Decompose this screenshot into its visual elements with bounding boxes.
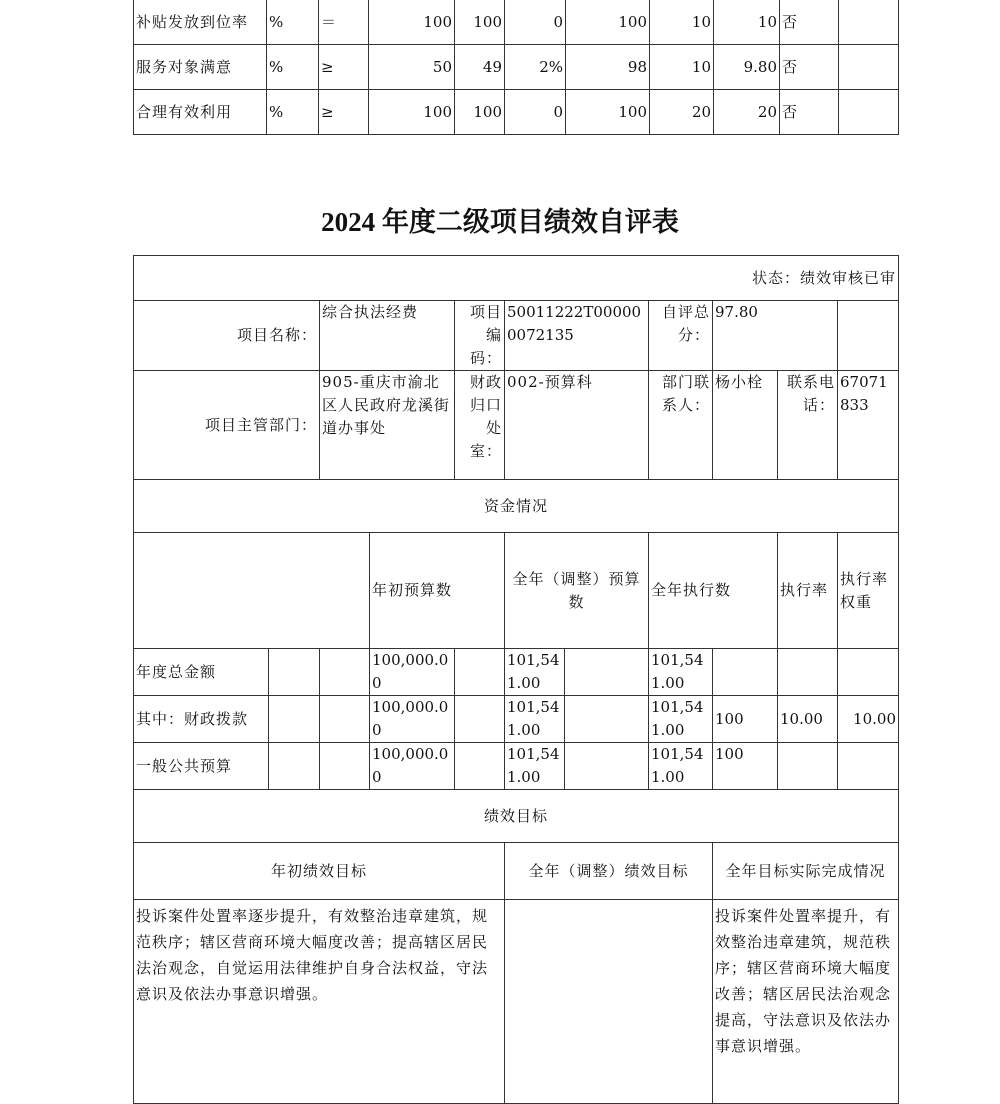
indicator-value: 10 [650,45,714,90]
fund-initial: 100,000.00 [370,696,455,743]
fund-weight [778,649,838,696]
empty-cell [320,743,370,790]
header-rate: 执行率 [778,533,838,649]
indicator-value: 20 [714,90,780,135]
empty-cell [455,649,505,696]
goals-row [134,900,899,1104]
indicator-operator: ≥ [319,90,369,135]
indicator-value: 20 [650,90,714,135]
empty-cell [565,696,649,743]
empty-cell [838,301,899,371]
fund-executed: 101,541.00 [649,696,713,743]
fund-score: 10.00 [838,696,899,743]
status-text: 状态：绩效审核已审 [134,256,899,301]
fund-weight [778,743,838,790]
indicator-name: 服务对象满意 [134,45,267,90]
indicator-value: 49 [455,45,505,90]
header-actual-completion: 全年目标实际完成情况 [713,843,899,900]
indicator-flag: 否 [780,0,839,45]
indicator-value: 9.80 [714,45,780,90]
section-row [134,790,899,843]
actual-completion-text: 投诉案件处置率提升，有效整治违章建筑，规范秩序；辖区营商环境大幅度改善；辖区居民法治观念提高，守法意识及依法办事意识增强。 [713,900,899,1104]
goals-header-row [134,843,899,900]
table-row [134,649,899,696]
fund-row-label: 一般公共预算 [134,743,269,790]
goals-section-title: 绩效目标 [134,790,899,843]
score-label: 自评总分： [649,301,713,371]
project-name-value: 综合执法经费 [320,301,455,371]
header-weight: 执行率权重 [838,533,899,649]
empty-cell [269,743,320,790]
project-code-label: 项目编码： [455,301,505,371]
fund-score [838,743,899,790]
indicator-flag: 否 [780,45,839,90]
fund-executed: 101,541.00 [649,743,713,790]
indicator-value: 0 [505,90,566,135]
indicator-value: 98 [566,45,650,90]
initial-goals-text: 投诉案件处置率逐步提升，有效整治违章建筑，规范秩序；辖区营商环境大幅度改善；提高辖区居民法治观念，自觉运用法律维护自身合法权益，守法意识及依法办事意识增强。 [134,900,505,1104]
section-row [134,480,899,533]
fund-executed: 101,541.00 [649,649,713,696]
empty-cell [565,743,649,790]
empty-cell [320,696,370,743]
page-title: 2024 年度二级项目绩效自评表 [321,207,679,237]
indicator-value: 50 [369,45,455,90]
phone-label: 联系电话： [778,371,838,480]
funds-header-row [134,533,899,649]
status-row [134,256,899,301]
project-code-value: 50011222T000000072135 [505,301,649,371]
indicator-value: 10 [714,0,780,45]
info-row [134,371,899,480]
fund-initial: 100,000.00 [370,743,455,790]
table-row [134,90,899,135]
header-adjusted-goals: 全年（调整）绩效目标 [505,843,713,900]
indicator-value: 100 [566,90,650,135]
fund-rate: 100 [713,696,778,743]
empty-cell [455,743,505,790]
fund-row-label: 其中：财政拨款 [134,696,269,743]
fund-adjusted: 101,541.00 [505,649,565,696]
table-row [134,743,899,790]
fund-initial: 100,000.00 [370,649,455,696]
dept-label: 项目主管部门： [134,371,320,480]
header-initial-goals: 年初绩效目标 [134,843,505,900]
indicator-value: 100 [566,0,650,45]
indicator-operator: ≥ [319,45,369,90]
indicator-value: 100 [369,90,455,135]
table-row [134,45,899,90]
fund-rate [713,649,778,696]
indicator-operator: ＝ [319,0,369,45]
indicator-name: 合理有效利用 [134,90,267,135]
indicator-unit: % [267,90,319,135]
score-value: 97.80 [713,301,838,371]
phone-value: 67071833 [838,371,899,480]
empty-cell [320,649,370,696]
project-name-label: 项目名称： [134,301,320,371]
fund-row-label: 年度总金额 [134,649,269,696]
dept-value: 905-重庆市渝北区人民政府龙溪街道办事处 [320,371,455,480]
header-executed: 全年执行数 [649,533,778,649]
indicator-empty [839,90,899,135]
empty-cell [269,649,320,696]
adjusted-goals-text [505,900,713,1104]
empty-cell [565,649,649,696]
indicator-value: 2% [505,45,566,90]
empty-cell [455,696,505,743]
contact-value: 杨小栓 [713,371,778,480]
indicator-value: 100 [369,0,455,45]
indicator-flag: 否 [780,90,839,135]
empty-cell [134,533,370,649]
empty-cell [269,696,320,743]
indicator-value: 100 [455,90,505,135]
fund-rate: 100 [713,743,778,790]
info-row [134,301,899,371]
header-adjusted-budget: 全年（调整）预算数 [505,533,649,649]
fund-score [838,649,899,696]
indicator-table [133,0,899,135]
evaluation-table [133,255,899,1104]
indicator-value: 0 [505,0,566,45]
fund-adjusted: 101,541.00 [505,743,565,790]
indicator-name: 补贴发放到位率 [134,0,267,45]
indicator-value: 10 [650,0,714,45]
fund-adjusted: 101,541.00 [505,696,565,743]
contact-label: 部门联系人： [649,371,713,480]
finance-value: 002-预算科 [505,371,649,480]
indicator-value: 100 [455,0,505,45]
indicator-unit: % [267,0,319,45]
header-initial-budget: 年初预算数 [370,533,505,649]
table-row [134,696,899,743]
indicator-empty [839,45,899,90]
funds-section-title: 资金情况 [134,480,899,533]
indicator-unit: % [267,45,319,90]
finance-label: 财政归口处室： [455,371,505,480]
table-row [134,0,899,45]
fund-weight: 10.00 [778,696,838,743]
indicator-empty [839,0,899,45]
